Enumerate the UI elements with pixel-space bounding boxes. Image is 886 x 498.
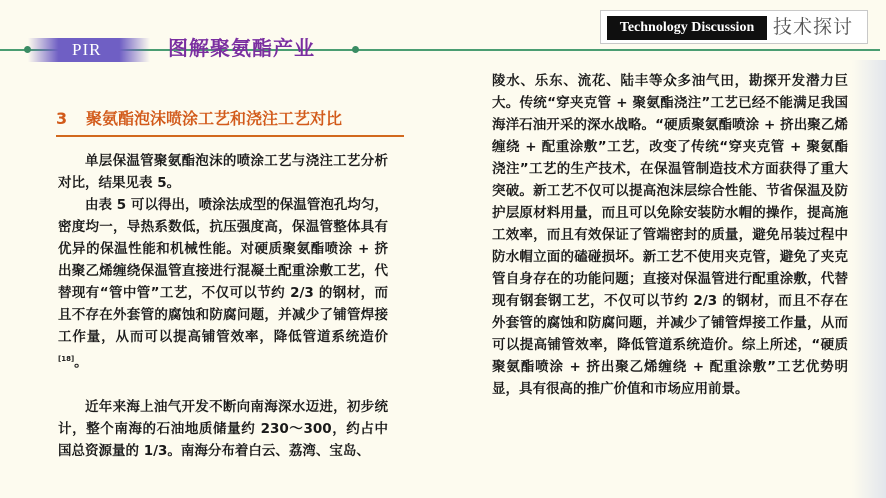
column-label-chinese: 技术探讨 [773,16,854,38]
paragraph-south-china-sea: 近年来海上油气开发不断向南海深水迈进，初步统计，整个南海的石油地质储量约 230～300，约占中国总资源量的 1/3。南海分布着白云、荔湾、宝岛、 [58,398,388,459]
column-label-english: Technology Discussion [607,16,767,40]
header-rule-dot-right [352,46,359,53]
paragraph-analysis [58,194,388,374]
reference-marker: [18] [58,355,75,363]
page-edge-shade [852,60,886,498]
series-title: 图解聚氨酯产业 [168,36,315,60]
paragraph-intro: 单层保温管聚氨酯泡沫的喷涂工艺与浇注工艺分析对比，结果见表 5。 [58,153,388,191]
left-column [58,150,388,462]
right-column [492,70,848,400]
section-number: 3 [56,109,68,128]
paragraph-continuation: 陵水、乐东、流花、陆丰等众多油气田，勘探开发潜力巨大。传统“穿夹克管 + 聚氨酯浇注”工艺已经不能满足我国海洋石油开采的深水战略。“硬质聚氨酯喷涂 + 挤出聚乙烯缠绕 + 配重涂敷”工艺，改变了传统“穿夹克管 + 聚氨酯浇注”工艺的生产技术，在保温管制造技术方面获得了重大突破。新工艺不仅可以提高泡沫层综合性能、节省保温及防护层原材料用量，而且可以免除安装防水帽的操作，提高施工效率，而且有效保证了管端密封的质量，避免吊装过程中防水帽立面的磕碰损坏。新工艺不使用夹克管，避免了夹克管自身存在的功能问题；直接对保温管进行配重涂敷，代替现有钢套钢工艺，不仅可以节约 2/3 的钢材，而且不存在外套管的腐蚀和防腐问题，并减少了铺管焊接工作量，从而可以提高铺管效率，降低管道系统造价。综上所述，“硬质聚氨酯喷涂 + 挤出聚乙烯缠绕 + 配重涂敷”工艺优势明显，具有很高的推广价值和市场应用前景。 [492,73,848,397]
section-heading-rule [56,135,404,137]
pir-badge: PIR [28,38,150,62]
section-title: 聚氨酯泡沫喷涂工艺和浇注工艺对比 [86,109,343,128]
paragraph-analysis-end: 。 [74,354,88,371]
paragraph-analysis-text: 由表 5 可以得出，喷涂法成型的保温管泡孔均匀，密度均一，导热系数低，抗压强度高，保温管整体具有优异的保温性能和机械性能。对硬质聚氨酯喷涂 + 挤出聚乙烯缠绕保温管直接进行混凝土配重涂敷工艺，代替现有“管中管”工艺，不仅可以节约 2/3 的钢材，而且不存在外套管的腐蚀和防腐问题，并减少了铺管焊接工作量，从而可以提高铺管效率，降低管道系统造价 [58,197,388,345]
section-heading [56,106,404,132]
column-label [600,10,868,44]
